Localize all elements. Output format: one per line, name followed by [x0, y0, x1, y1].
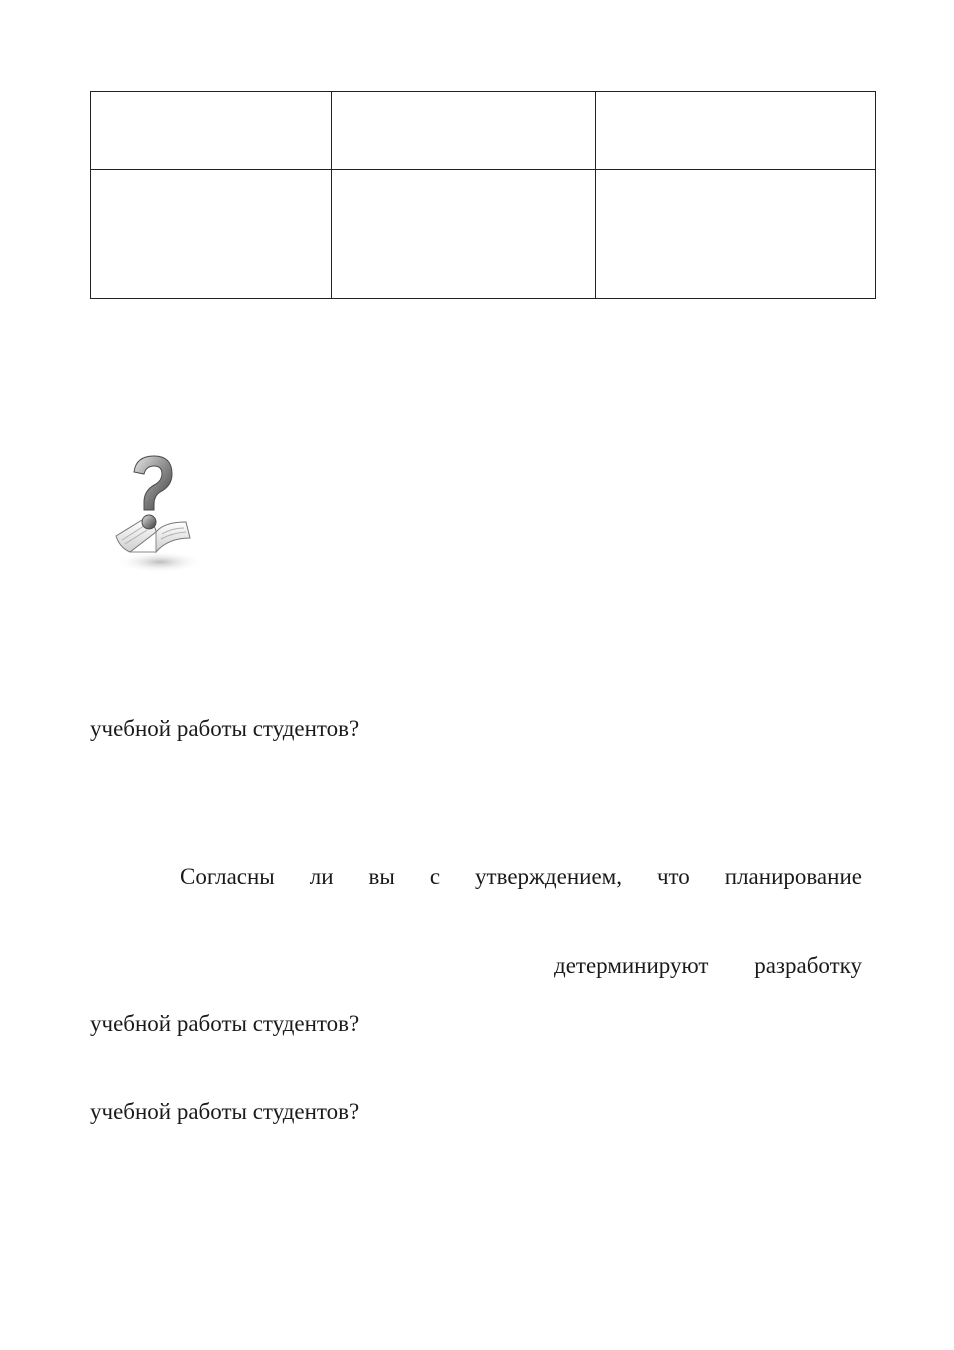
table-cell [596, 170, 876, 299]
table-row [91, 170, 876, 299]
text-line: учебной работы студентов? [90, 716, 360, 741]
word: детерминируют [554, 953, 709, 978]
word: ли [309, 864, 334, 889]
word: с [429, 864, 441, 889]
empty-table [90, 91, 876, 299]
table-cell [332, 170, 596, 299]
text-line: учебной работы студентов? [90, 1011, 360, 1036]
word: Согласны [180, 864, 275, 889]
word: что [656, 864, 690, 889]
table-cell [91, 92, 332, 170]
word: разработку [754, 953, 862, 978]
table-cell [332, 92, 596, 170]
table-cell [91, 170, 332, 299]
question-book-icon [98, 452, 208, 577]
justified-text-line [180, 863, 862, 891]
table-cell [596, 92, 876, 170]
word: утверждением, [475, 864, 622, 889]
word: планирование [724, 864, 862, 889]
justified-text-line [554, 952, 862, 980]
table-row [91, 92, 876, 170]
text-line: учебной работы студентов? [90, 1099, 360, 1124]
word: вы [368, 864, 395, 889]
